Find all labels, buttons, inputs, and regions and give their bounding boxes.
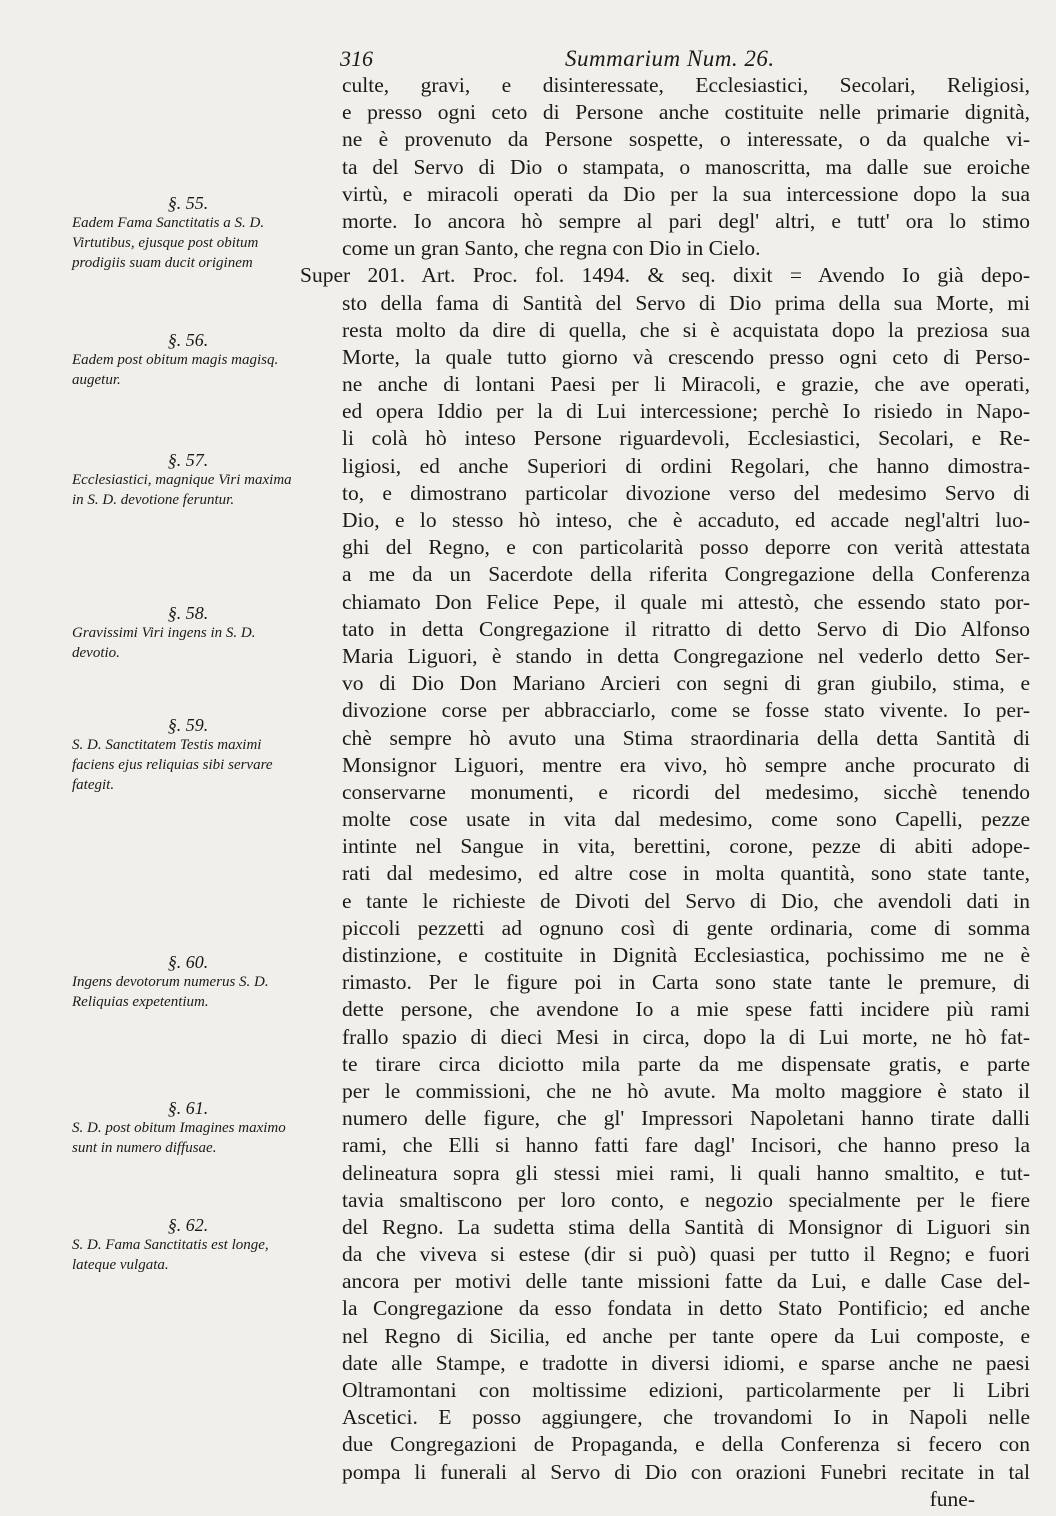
marginal-note	[72, 330, 304, 390]
text-line: Maria Liguori, è stando in detta Congregazione nel vederlo detto Ser-	[342, 643, 1030, 668]
text-line: due Congregazioni de Propaganda, e della Conferenza si fecero con	[342, 1432, 1030, 1457]
marginal-note	[72, 603, 304, 663]
note-text: Ecclesiastici, magnique Viri maxima in S. D. devotione feruntur.	[72, 472, 292, 508]
text-line: tavia smaltiscono per loro conto, e negozio specialmente per le fiere	[342, 1187, 1030, 1212]
text-line: li colà hò inteso Persone riguardevoli, Ecclesiastici, Secolari, e Re-	[342, 426, 1030, 451]
text-line: frallo spazio di dieci Mesi in circa, dopo la di Lui morte, ne hò fat-	[342, 1024, 1030, 1049]
text-line: numero delle figure, che gl' Impressori Napoletani hanno tirate dalli	[342, 1106, 1030, 1131]
note-text: S. D. Fama Sanctitatis est longe, lateque vulgata.	[72, 1237, 269, 1273]
text-line: rati dal medesimo, ed altre cose in molta quantità, sono state tante,	[342, 861, 1030, 886]
note-section-number: §. 55.	[167, 193, 209, 213]
note-text: S. D. post obitum Imagines maximo sunt in numero diffusae.	[72, 1120, 286, 1156]
text-line: rimasto. Per le figure poi in Carta sono state tante le premure, di	[342, 970, 1030, 995]
page-number: 316	[340, 46, 373, 71]
text-line: ancora per motivi delle tante missioni fatte da Lui, e dalle Case del-	[342, 1269, 1030, 1294]
text-line: Super 201. Art. Proc. fol. 1494. & seq. dixit = Avendo Io già depo-	[300, 263, 1030, 288]
text-line: conservarne monumenti, e ricordi del medesimo, sicchè tenendo	[342, 779, 1030, 804]
text-line: del Regno. La sudetta stima della Santità di Monsignor di Liguori sin	[342, 1214, 1030, 1239]
marginal-note	[72, 193, 304, 273]
text-line: resta molto da dire di quella, che si è acquistata dopo la preziosa sua	[342, 317, 1030, 342]
text-line: Ascetici. E posso aggiungere, che trovandomi Io in Napoli nelle	[342, 1405, 1030, 1430]
note-section-number: §. 60.	[167, 952, 209, 972]
text-line: rami, che Elli si hanno fatti fare dagl' Incisori, che hanno preso la	[342, 1133, 1030, 1158]
marginal-note	[72, 952, 304, 1012]
text-line: ed opera Iddio per la di Lui intercessione; perchè Io risiedo in Napo-	[342, 399, 1030, 424]
text-line: ta del Servo di Dio o stampata, o manoscritta, ma dalle sue eroiche	[342, 154, 1030, 179]
note-section-number: §. 58.	[167, 603, 209, 623]
marginal-note	[72, 715, 304, 795]
note-text: Ingens devotorum numerus S. D. Reliquias expetentium.	[72, 974, 269, 1010]
text-line: come un gran Santo, che regna con Dio in Cielo.	[342, 236, 761, 261]
catchword: fune-	[929, 1486, 975, 1511]
text-line: ne anche di lontani Paesi per li Miracoli, e grazie, che ave operati,	[342, 372, 1030, 397]
text-line: tato in detta Congregazione il ritratto di detto Servo di Dio Alfonso	[342, 616, 1030, 641]
text-line: sto della fama di Santità del Servo di Dio prima della sua Morte, mi	[342, 290, 1030, 315]
text-line: per le commissioni, che ne hò avute. Ma molto maggiore è stato il	[342, 1078, 1030, 1103]
text-line: Dio, e lo stesso hò inteso, che è accaduto, ed accade negl'altri luo-	[342, 508, 1030, 532]
text-line: intinte nel Sangue in vita, berettini, corone, pezze di abiti adope-	[342, 834, 1030, 859]
note-text: S. D. Sanctitatem Testis maximi faciens ejus reliquias sibi servare fategit.	[72, 737, 273, 793]
note-section-number: §. 61.	[167, 1098, 209, 1118]
text-line: a me da un Sacerdote della riferita Congregazione della Conferenza	[342, 562, 1030, 587]
text-line: date alle Stampe, e tradotte in diversi idiomi, e sparse anche ne paesi	[342, 1350, 1030, 1375]
text-line: to, e dimostrano particolar divozione verso del medesimo Servo di	[342, 480, 1030, 505]
text-line: Oltramontani con moltissime edizioni, particolarmente per li Libri	[342, 1378, 1030, 1402]
note-text: Gravissimi Viri ingens in S. D. devotio.	[72, 625, 256, 661]
note-section-number: §. 56.	[167, 330, 209, 350]
text-line: divozione corse per abbracciarlo, come se fosse stato vivente. Io per-	[342, 698, 1030, 723]
text-line: Monsignor Liguori, mentre era vivo, hò sempre anche procurato di	[342, 752, 1030, 777]
text-line: e presso ogni ceto di Persone anche costituite nelle primarie dignità,	[342, 100, 1030, 125]
text-line: la Congregazione da esso fondata in detto Stato Pontificio; ed anche	[342, 1296, 1030, 1321]
text-line: distinzione, e costituite in Dignità Ecclesiastica, pochissimo me ne è	[342, 943, 1030, 967]
note-section-number: §. 57.	[167, 450, 209, 470]
text-line: Morte, la quale tutto giorno và crescendo presso ogni ceto di Perso-	[342, 344, 1030, 369]
text-line: molte cose usate in vita dal medesimo, come sono Capelli, pezze	[342, 807, 1030, 832]
text-line: delineatura sopra gli stessi miei rami, li quali hanno smaltito, e tut-	[342, 1160, 1030, 1185]
note-text: Eadem post obitum magis magisq. augetur.	[72, 352, 279, 388]
text-line: dette persone, che avendone Io a mie spese fatti incidere più rami	[342, 997, 1030, 1022]
note-section-number: §. 59.	[167, 715, 209, 735]
marginal-note	[72, 1098, 304, 1158]
text-line: te tirare circa diciotto mila parte da me dispensate gratis, e parte	[342, 1051, 1030, 1076]
text-line: nel Regno di Sicilia, ed anche per tante opere da Lui composte, e	[342, 1323, 1030, 1348]
body-text	[300, 72, 1030, 1513]
text-line: e tante le richieste de Divoti del Servo di Dio, che avendoli dati in	[342, 888, 1030, 913]
text-line: chiamato Don Felice Pepe, il quale mi attestò, che essendo stato por-	[342, 589, 1030, 614]
text-line: pompa li funerali al Servo di Dio con orazioni Funebri recitate in tal	[342, 1459, 1030, 1484]
note-section-number: §. 62.	[167, 1215, 209, 1235]
text-line: vo di Dio Don Mariano Arcieri con segni di gran giubilo, stima, e	[342, 671, 1030, 696]
marginal-note	[72, 450, 304, 510]
text-line: virtù, e miracoli operati da Dio per la sua intercessione dopo la sua	[342, 181, 1030, 206]
text-line: ligiosi, ed anche Superiori di ordini Regolari, che hanno dimostra-	[342, 453, 1030, 478]
text-line: ne è provenuto da Persone sospette, o interessate, o da qualche vi-	[342, 127, 1030, 152]
note-text: Eadem Fama Sanctitatis a S. D. Virtutibus, ejusque post obitum prodigiis suam ducit originem	[72, 215, 265, 271]
text-line: chè sempre hò avuto una Stima straordinaria della detta Santità di	[342, 725, 1030, 750]
running-title: Summarium Num. 26.	[565, 46, 775, 71]
text-line: piccoli pezzetti ad ognuno così di gente ordinaria, come di somma	[342, 915, 1030, 940]
text-line: ghi del Regno, e con particolarità posso deporre con verità attestata	[342, 535, 1030, 560]
text-line: morte. Io ancora hò sempre al pari degl' altri, e tutt' ora lo stimo	[342, 208, 1030, 233]
text-line: culte, gravi, e disinteressate, Ecclesiastici, Secolari, Religiosi,	[342, 73, 1030, 97]
text-line: da che viveva si estese (dir si può) quasi per tutto il Regno; e fuori	[342, 1242, 1030, 1267]
marginal-note	[72, 1215, 304, 1275]
